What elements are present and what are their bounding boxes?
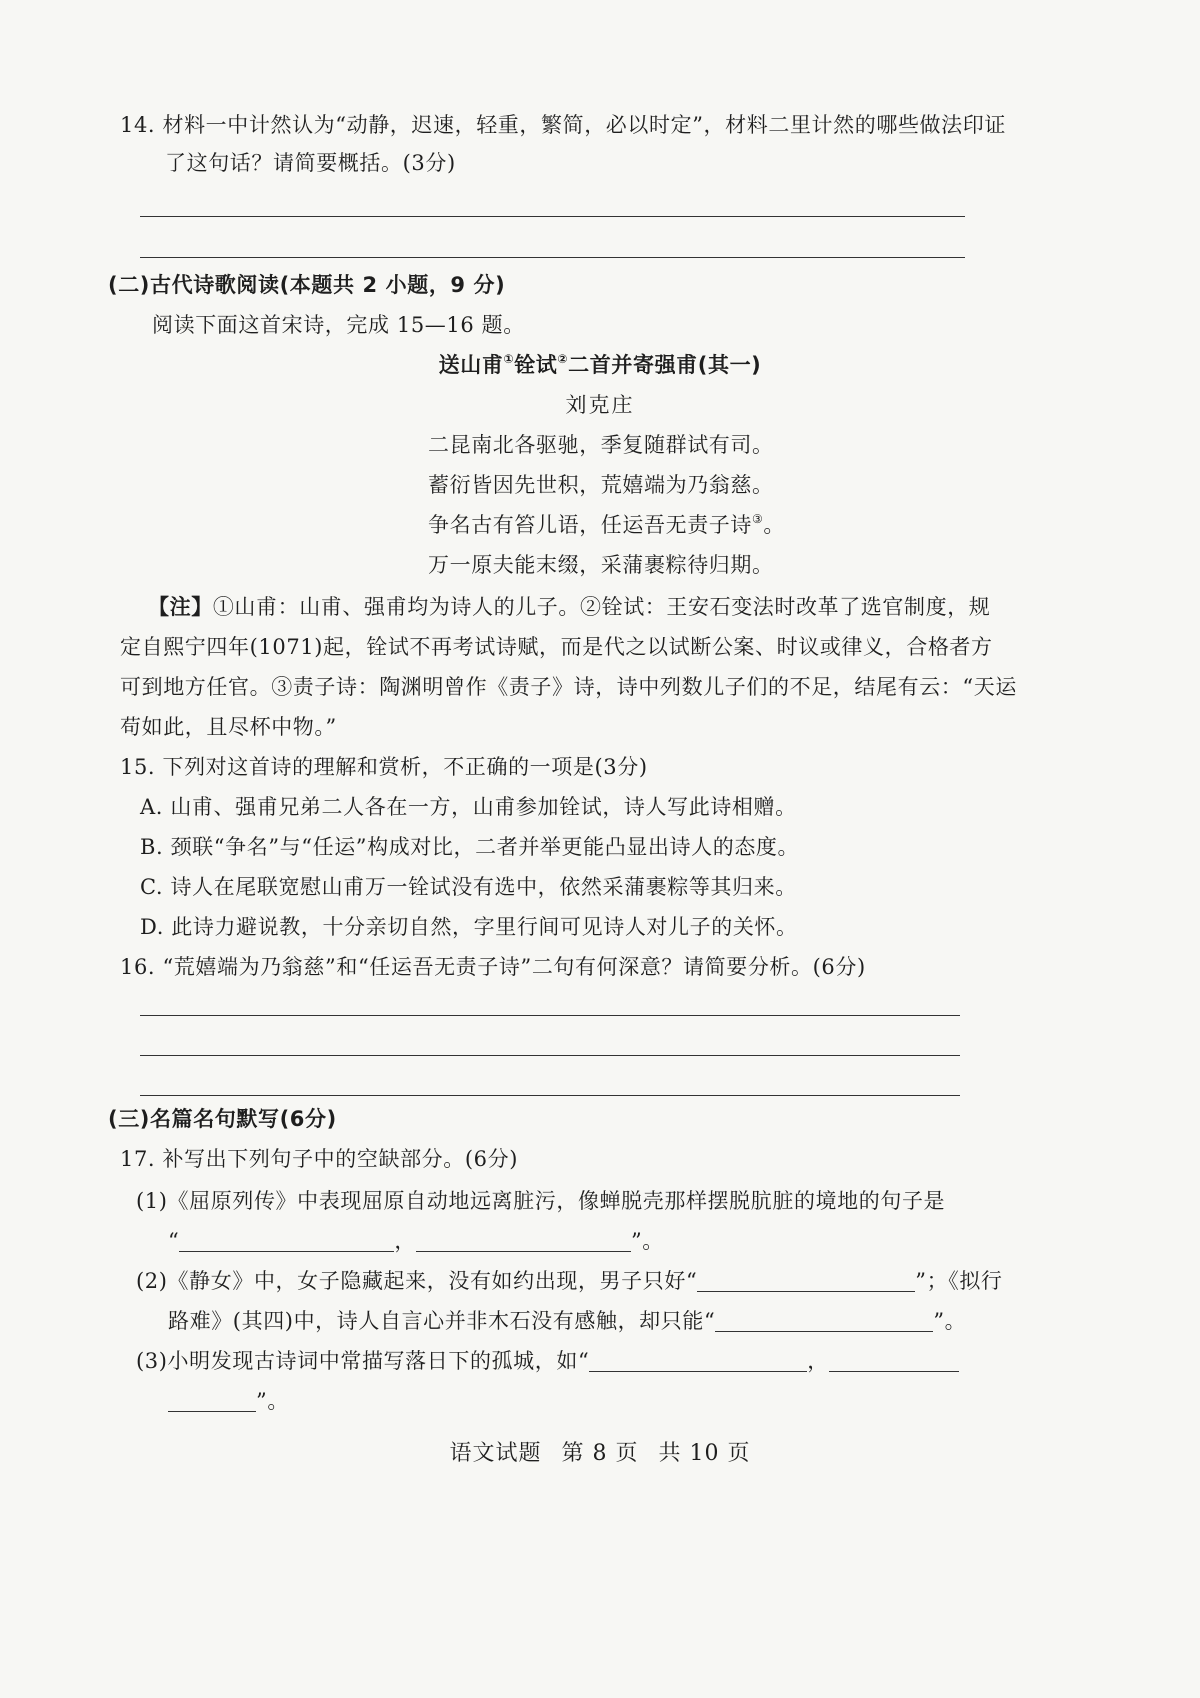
q17-part1-comma: ， — [394, 1229, 416, 1253]
poem-title-part2: 铨试 — [514, 353, 558, 377]
q14-line2: 了这句话？请简要概括。(3分) — [165, 151, 456, 175]
section3-heading: (三)名篇名句默写(6分) — [108, 1107, 337, 1131]
q17-part2-line1-end: ”；《拟行 — [915, 1269, 1003, 1293]
q17-part2-line2 — [168, 1306, 1108, 1336]
notes-line1-text: ①山甫：山甫、强甫均为诗人的儿子。②铨试：王安石变法时改革了选官制度，规 — [212, 595, 991, 619]
poem-line-4: 万一原夫能末缀，采蒲裹粽待归期。 — [428, 553, 774, 577]
q17-stem: 17. 补写出下列句子中的空缺部分。(6分) — [120, 1147, 519, 1171]
q17-part2-line1-text: (2)《静女》中，女子隐藏起来，没有如约出现，男子只好“ — [136, 1269, 698, 1293]
q15-option-c[interactable]: C. 诗人在尾联宽慰山甫万一铨试没有选中，依然采蒲裹粽等其归来。 — [140, 875, 797, 899]
poem-line-3 — [428, 510, 1200, 540]
q16-answer-line-1[interactable] — [140, 1015, 960, 1016]
notes-label: 【注】 — [148, 595, 213, 619]
q17-part3-line1 — [136, 1346, 1076, 1376]
poem-note-mark-1: ① — [503, 352, 515, 366]
notes-line4: 苟如此，且尽杯中物。” — [120, 715, 337, 739]
poem-note-mark-2: ② — [557, 352, 569, 366]
q14-answer-line-1[interactable] — [140, 216, 965, 217]
poem-title-part1: 送山甫 — [438, 353, 504, 377]
q17-part3-blank-3[interactable] — [168, 1387, 256, 1412]
notes-line3: 可到地方任官。③责子诗：陶渊明曾作《责子》诗，诗中列数儿子们的不足，结尾有云：“天运 — [120, 675, 1017, 699]
footer-page: 第 8 页 — [561, 1441, 639, 1466]
notes-line1 — [148, 592, 1088, 622]
q17-part2-close: ”。 — [933, 1309, 967, 1333]
q15-option-d[interactable]: D. 此诗力避说教，十分亲切自然，字里行间可见诗人对儿子的关怀。 — [140, 915, 798, 939]
poem-title — [0, 350, 1200, 380]
section2-heading: (二)古代诗歌阅读(本题共 2 小题，9 分) — [108, 273, 506, 297]
poem-author: 刘克庄 — [565, 393, 635, 417]
q17-part2-line1 — [136, 1266, 1076, 1296]
q17-part3-blank-1[interactable] — [589, 1347, 807, 1372]
q16-answer-line-3[interactable] — [140, 1095, 960, 1096]
section2-intro: 阅读下面这首宋诗，完成 15—16 题。 — [152, 313, 525, 337]
q17-part1-blank-2[interactable] — [416, 1227, 631, 1252]
q15-stem: 15. 下列对这首诗的理解和赏析，不正确的一项是(3分) — [120, 755, 648, 779]
q14-answer-line-2[interactable] — [140, 257, 965, 258]
q17-part3-comma: ， — [807, 1349, 829, 1373]
footer-subject: 语文试题 — [449, 1441, 542, 1466]
notes-line2: 定自熙宁四年(1071)起，铨试不再考试诗赋，而是代之以试断公案、时议或律义，合格者方 — [120, 635, 993, 659]
poem-line-3-text: 争名古有笞儿语，任运吾无责子诗 — [428, 513, 752, 537]
q16-stem: 16. “荒嬉端为乃翁慈”和“任运吾无责子诗”二句有何深意？请简要分析。(6分) — [120, 955, 866, 979]
poem-line-1: 二昆南北各驱驰，季复随群试有司。 — [428, 433, 774, 457]
q17-part1-blank-1[interactable] — [179, 1227, 394, 1252]
q17-part3-blank-2[interactable] — [829, 1347, 959, 1372]
q17-part2-blank-2[interactable] — [715, 1307, 933, 1332]
q15-option-b[interactable]: B. 颈联“争名”与“任运”构成对比，二者并举更能凸显出诗人的态度。 — [140, 835, 800, 859]
q17-part2-line2-text: 路难》(其四)中，诗人自言心并非木石没有感触，却只能“ — [168, 1309, 716, 1333]
q16-answer-line-2[interactable] — [140, 1055, 960, 1056]
poem-line-2: 蓄衍皆因先世积，荒嬉端为乃翁慈。 — [428, 473, 774, 497]
q14-line1: 14. 材料一中计然认为“动静，迟速，轻重，繁简，必以时定”，材料二里计然的哪些做法印证 — [120, 113, 1006, 137]
footer-total: 共 10 页 — [658, 1441, 751, 1466]
q17-part3-line1-text: (3)小明发现古诗词中常描写落日下的孤城，如“ — [136, 1349, 590, 1373]
q17-part3-line2 — [168, 1386, 1108, 1416]
q17-part2-blank-1[interactable] — [697, 1267, 915, 1292]
q17-part1-close: ”。 — [630, 1229, 664, 1253]
poem-title-part3: 二首并寄强甫(其一) — [568, 353, 762, 377]
poem-line-3-end: 。 — [763, 513, 785, 537]
q17-part3-close: ”。 — [256, 1389, 289, 1413]
poem-note-mark-3: ③ — [752, 512, 764, 526]
page-footer — [0, 1436, 1200, 1467]
q15-option-a[interactable]: A. 山甫、强甫兄弟二人各在一方，山甫参加铨试，诗人写此诗相赠。 — [140, 795, 797, 819]
q17-part1-open-quote: “ — [168, 1229, 180, 1253]
q17-part1-line1: (1)《屈原列传》中表现屈原自动地远离脏污，像蝉脱壳那样摆脱肮脏的境地的句子是 — [136, 1189, 946, 1213]
q17-part1-line2 — [168, 1226, 1108, 1256]
